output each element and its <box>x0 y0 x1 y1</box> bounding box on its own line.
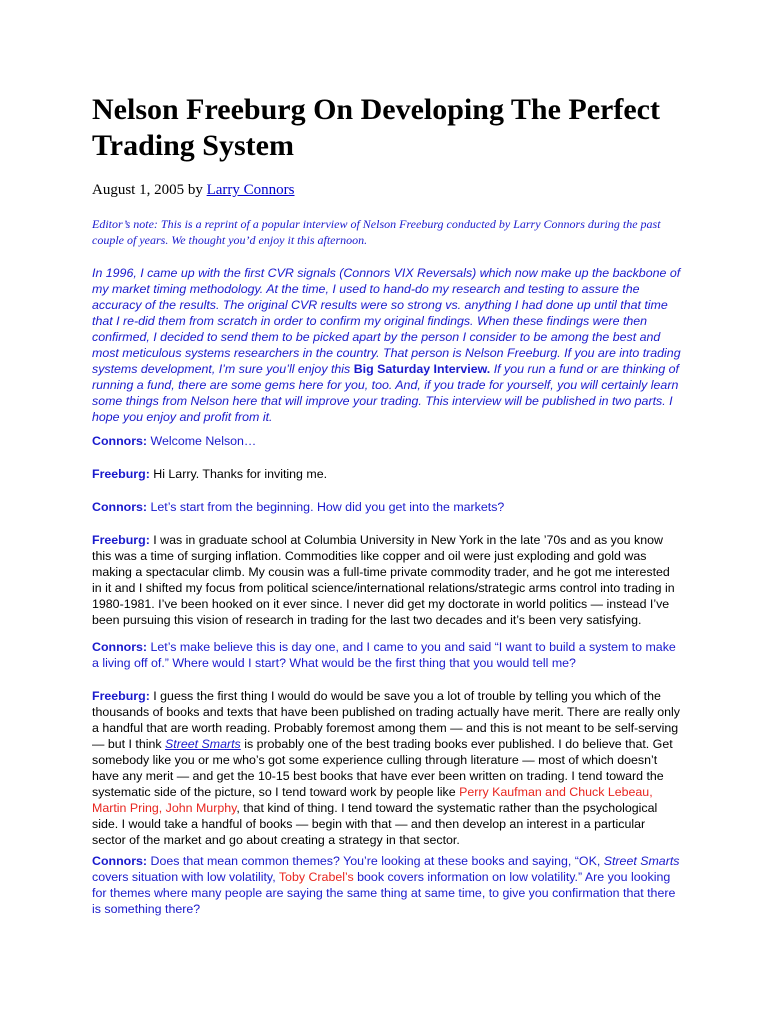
speaker-freeburg: Freeburg: <box>92 467 150 481</box>
connors-line-3: Let’s make believe this is day one, and I came to you and said “I want to build a system to make a living off of.” Where would I start? What would be the first thing that you would tell me? <box>92 640 676 670</box>
article-title: Nelson Freeburg On Developing The Perfect Trading System <box>92 93 660 162</box>
freeburg-line-3b: is probably one of the best trading books ever published. I do believe that. Get somebody like you or me who’s got some experience culling through literature — most of which doesn’t have any merit — and get the 10-15 best books that have ever been written on trading. I tend toward the systematic side of the picture, so I tend toward work by people like <box>92 737 673 799</box>
big-saturday-interview: Big Saturday Interview. <box>353 362 491 376</box>
dialogue-connors-4 <box>92 853 682 917</box>
street-smarts-link[interactable]: Street Smarts <box>165 737 241 751</box>
freeburg-line-3c: , that kind of thing. I tend toward the systematic rather than the psychological side. I would take a handful of books — begin with that — and then develop an interest in a particular sector of the market and go about creating a strategy in that sector. <box>92 801 658 847</box>
intro-text-2: If you run a fund or are thinking of running a fund, there are some gems here for you, too. And, if you trade for yourself, you will certainly learn some things from Nelson here that will improve your trading. This interview will be published in two parts. I hope you enjoy and profit from it. <box>92 362 679 424</box>
authors-highlight: Perry Kaufman and Chuck Lebeau, Martin Pring, John Murphy <box>92 785 653 815</box>
connors-line-4a: Does that mean common themes? You’re looking at these books and saying, “OK, <box>147 854 604 868</box>
freeburg-line-3a: I guess the first thing I would do would be save you a lot of trouble by telling you which of the thousands of books and texts that have been published on trading actually have merit. There are really only a handful that are worth reading. Probably foremost among them — and this is not meant to be self-serving — but I think <box>92 689 681 751</box>
toby-crabel-highlight: Toby Crabel’s <box>278 870 354 884</box>
speaker-freeburg: Freeburg: <box>92 689 150 703</box>
dialogue-connors-1 <box>92 433 682 449</box>
street-smarts-italic: Street Smarts <box>603 854 680 868</box>
dialogue-connors-2 <box>92 499 682 515</box>
connors-line-4c: book covers information on low volatility.” Are you looking for themes where many people are saying the same thing at same time, to give you confirmation that there is something there? <box>92 870 676 916</box>
editor-note: Editor’s note: This is a reprint of a popular interview of Nelson Freeburg conducted by Larry Connors during the past couple of years. We thought you’d enjoy it this afternoon. <box>92 217 661 247</box>
connors-line-2: Let’s start from the beginning. How did you get into the markets? <box>147 500 505 514</box>
connors-line-4b: covers situation with low volatility, <box>92 870 279 884</box>
speaker-connors: Connors: <box>92 500 148 514</box>
byline <box>92 181 692 199</box>
freeburg-line-2: I was in graduate school at Columbia University in New York in the late ’70s and as you know this was a time of surging inflation. Commodities like copper and oil were just exploding and gold was making a spectacular climb. My cousin was a full-time private commodity trader, and he got me interested in it and I shifted my focus from political science/international relations/strategic arms control into trading in 1980-1981. I’ve been hooked on it ever since. I never did get my doctorate in world politics — instead I’ve been pursuing this vision of research in trading for the last two decades and it’s been very satisfying. <box>92 533 675 627</box>
author-link[interactable]: Larry Connors <box>206 182 295 198</box>
connors-line-1: Welcome Nelson… <box>147 434 257 448</box>
freeburg-line-1: Hi Larry. Thanks for inviting me. <box>149 467 328 481</box>
dialogue-connors-3 <box>92 639 682 671</box>
speaker-connors: Connors: <box>92 854 148 868</box>
article-date: August 1, 2005 by <box>92 182 207 198</box>
speaker-freeburg: Freeburg: <box>92 533 150 547</box>
speaker-connors: Connors: <box>92 434 148 448</box>
dialogue-freeburg-2 <box>92 532 682 628</box>
dialogue-freeburg-3 <box>92 688 682 848</box>
speaker-connors: Connors: <box>92 640 148 654</box>
intro-text-1: In 1996, I came up with the first CVR signals (Connors VIX Reversals) which now make up the backbone of my market timing methodology. At the time, I used to hand-do my research and testing to assure the accuracy of the results. The original CVR results were so strong vs. anything I had done up until that time that I re-did them from scratch in order to confirm my original findings. When these findings were then confirmed, I decided to send them to be picked apart by the person I consider to be among the best and most meticulous systems researchers in the country. That person is Nelson Freeburg. If you are into trading systems development, I’m sure you’ll enjoy this <box>92 266 681 376</box>
dialogue-freeburg-1 <box>92 466 682 482</box>
intro-paragraph <box>92 265 682 425</box>
